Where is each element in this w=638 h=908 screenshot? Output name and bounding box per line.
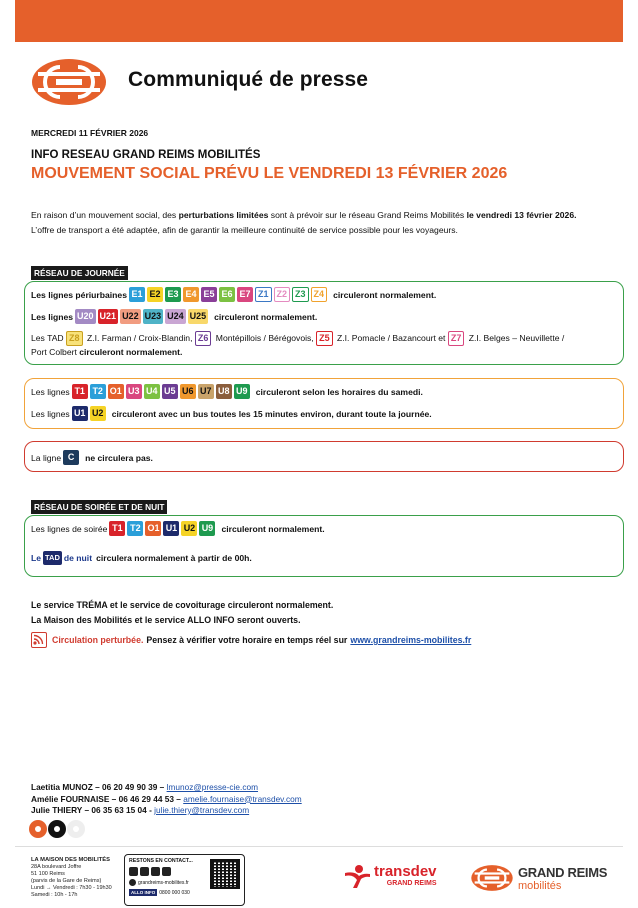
line-badge-tad: TAD	[43, 551, 62, 565]
line-badge-u23: U23	[143, 309, 164, 324]
line-badge-u6: U6	[180, 384, 196, 399]
line-badge-e5: E5	[201, 287, 217, 302]
grand-reims-mobilites-logo: GRAND REIMS mobilités	[470, 864, 607, 892]
line-badges	[72, 384, 252, 399]
line-badge-e1: E1	[129, 287, 145, 302]
line-badge-z4: Z4	[311, 287, 328, 302]
website-link[interactable]: www.grandreims-mobilites.fr	[350, 635, 472, 645]
press-date: MERCREDI 11 FÉVRIER 2026	[31, 128, 149, 138]
line-badge-u5: U5	[162, 384, 178, 399]
top-bar	[15, 0, 623, 42]
row-periurbaines: Les lignes périurbaines E1 E2 E3 E4 E5 E6 E7 Z1 Z2 Z3 Z4 circuleront normalement.	[31, 287, 438, 302]
contact-box: RESTONS EN CONTACT... grandreims-mobilites.fr ALLO INFO 0800 000 030	[124, 854, 245, 906]
line-badge-z5: Z5	[316, 331, 333, 346]
line-badge-u8: U8	[216, 384, 232, 399]
contact-email-link[interactable]: lmunoz@presse-cie.com	[166, 782, 259, 792]
line-badges	[72, 406, 108, 421]
section-label-day: RÉSEAU DE JOURNÉE	[31, 266, 128, 280]
line-badge-e2: E2	[147, 287, 163, 302]
transdev-mark-icon	[343, 862, 371, 888]
main-title: MOUVEMENT SOCIAL PRÉVU LE VENDREDI 13 FÉVRIER 2026	[31, 165, 508, 182]
line-badge-z7: Z7	[448, 331, 465, 346]
line-badge-t2: T2	[90, 384, 106, 399]
line-badge-o1: O1	[108, 384, 124, 399]
line-badge-c: C	[63, 450, 79, 465]
contact-email-link[interactable]: julie.thiery@transdev.com	[154, 805, 250, 815]
line-badge-u9: U9	[234, 384, 250, 399]
grand-reims-logo-icon	[30, 57, 108, 107]
line-badge-u1: U1	[72, 406, 88, 421]
line-badges	[129, 287, 255, 302]
line-badge-e6: E6	[219, 287, 235, 302]
line-badge-u2: U2	[181, 521, 197, 536]
intro-text: En raison d’un mouvement social, des perturbations limitées sont à prévoir sur le réseau Grand Reims Mobilités le vendredi 13 février 2026. L’offre de transport a été adaptée, afin de garantir la meilleure continuité de service possible pour les voyageurs.	[31, 210, 577, 235]
row-line-c: La ligne C ne circulera pas.	[31, 450, 155, 465]
perturbation-notice: Circulation perturbée. Pensez à vérifier votre horaire en temps réel sur www.grandreims-mobilites.fr	[31, 632, 471, 648]
line-badge-u4: U4	[144, 384, 160, 399]
line-badge-u1: U1	[163, 521, 179, 536]
dot-icon	[48, 820, 66, 838]
line-badge-t1: T1	[72, 384, 88, 399]
line-badge-u7: U7	[198, 384, 214, 399]
footer-address: LA MAISON DES MOBILITÉS 28A boulevard Joffre 51 100 Reims (parvis de la Gare de Reims) Lundi → Vendredi : 7h30 - 19h30 Samedi : 10h - 17h	[31, 857, 112, 898]
youtube-icon[interactable]	[151, 867, 160, 876]
section-label-night: RÉSEAU DE SOIRÉE ET DE NUIT	[31, 500, 167, 514]
line-badge-e7: E7	[237, 287, 253, 302]
pre-title: INFO RESEAU GRAND REIMS MOBILITÉS	[31, 149, 261, 161]
row-u-lines: Les lignes U20 U21 U22 U23 U24 U25 circuleront normalement.	[31, 309, 319, 324]
mail-icon[interactable]	[162, 867, 171, 876]
dot-icon	[29, 820, 47, 838]
line-badge-z2: Z2	[274, 287, 291, 302]
row-tad-nuit: Le TAD de nuit circulera normalement à partir de 00h.	[31, 553, 252, 563]
signal-wave-icon	[31, 632, 47, 648]
line-badge-u9: U9	[199, 521, 215, 536]
globe-icon	[129, 879, 136, 886]
line-badges-outline	[255, 287, 329, 302]
line-badge-z1: Z1	[255, 287, 272, 302]
services-text: Le service TRÉMA et le service de covoiturage circuleront normalement. La Maison des Mobilités et le service ALLO INFO seront ouverts.	[31, 600, 334, 625]
row-u1-u2: Les lignes U1 U2 circuleront avec un bus toutes les 15 minutes environ, durant toute la journée.	[31, 406, 434, 421]
press-contacts	[31, 782, 302, 817]
row-saturday: Les lignes T1 T2 O1 U3 U4 U5 U6 U7 U8 U9 circuleront selon les horaires du samedi.	[31, 384, 425, 399]
line-badge-z6: Z6	[195, 331, 212, 346]
line-badge-u20: U20	[75, 309, 96, 324]
line-badges	[109, 521, 217, 536]
divider	[15, 846, 623, 847]
line-badge-o1: O1	[145, 521, 161, 536]
line-badge-t1: T1	[109, 521, 125, 536]
contact-email-link[interactable]: amelie.fournaise@transdev.com	[183, 793, 302, 804]
contact-row: Amélie FOURNAISE – 06 46 29 44 53 – amelie.fournaise@transdev.com	[31, 793, 302, 804]
line-badge-u25: U25	[188, 309, 209, 324]
line-badge-u2: U2	[90, 406, 106, 421]
decorative-dots	[29, 820, 86, 838]
row-night-lines: Les lignes de soirée T1 T2 O1 U1 U2 U9 circuleront normalement.	[31, 521, 327, 536]
line-badge-t2: T2	[127, 521, 143, 536]
line-badge-e3: E3	[165, 287, 181, 302]
line-badge-u3: U3	[126, 384, 142, 399]
line-badge-u22: U22	[120, 309, 141, 324]
page-title: Communiqué de presse	[128, 68, 369, 91]
grand-reims-logo-icon	[470, 864, 514, 892]
line-badges	[75, 309, 210, 324]
contact-row: Julie THIERY – 06 35 63 15 04 - julie.thiery@transdev.com	[31, 805, 250, 815]
dot-icon	[67, 820, 85, 838]
line-badge-z8: Z8	[66, 331, 83, 346]
line-badge-z3: Z3	[292, 287, 309, 302]
line-badge-e4: E4	[183, 287, 199, 302]
transdev-logo: transdev GRAND REIMS	[343, 862, 437, 888]
facebook-icon[interactable]	[129, 867, 138, 876]
line-badge-u24: U24	[165, 309, 186, 324]
qr-code-icon	[210, 859, 240, 889]
row-tad: Les TAD Z8 Z.I. Farman / Croix-Blandin, Z6 Montépillois / Bérégovois, Z5 Z.I. Pomacle / Bazancourt et Z7 Z.I. Belges – Neuvillette / Port Colbert circuleront normalement.	[31, 332, 565, 357]
line-badge-u21: U21	[98, 309, 119, 324]
instagram-icon[interactable]	[140, 867, 149, 876]
contact-row: Laetitia MUNOZ – 06 20 49 90 39 – lmunoz@presse-cie.com	[31, 782, 259, 792]
